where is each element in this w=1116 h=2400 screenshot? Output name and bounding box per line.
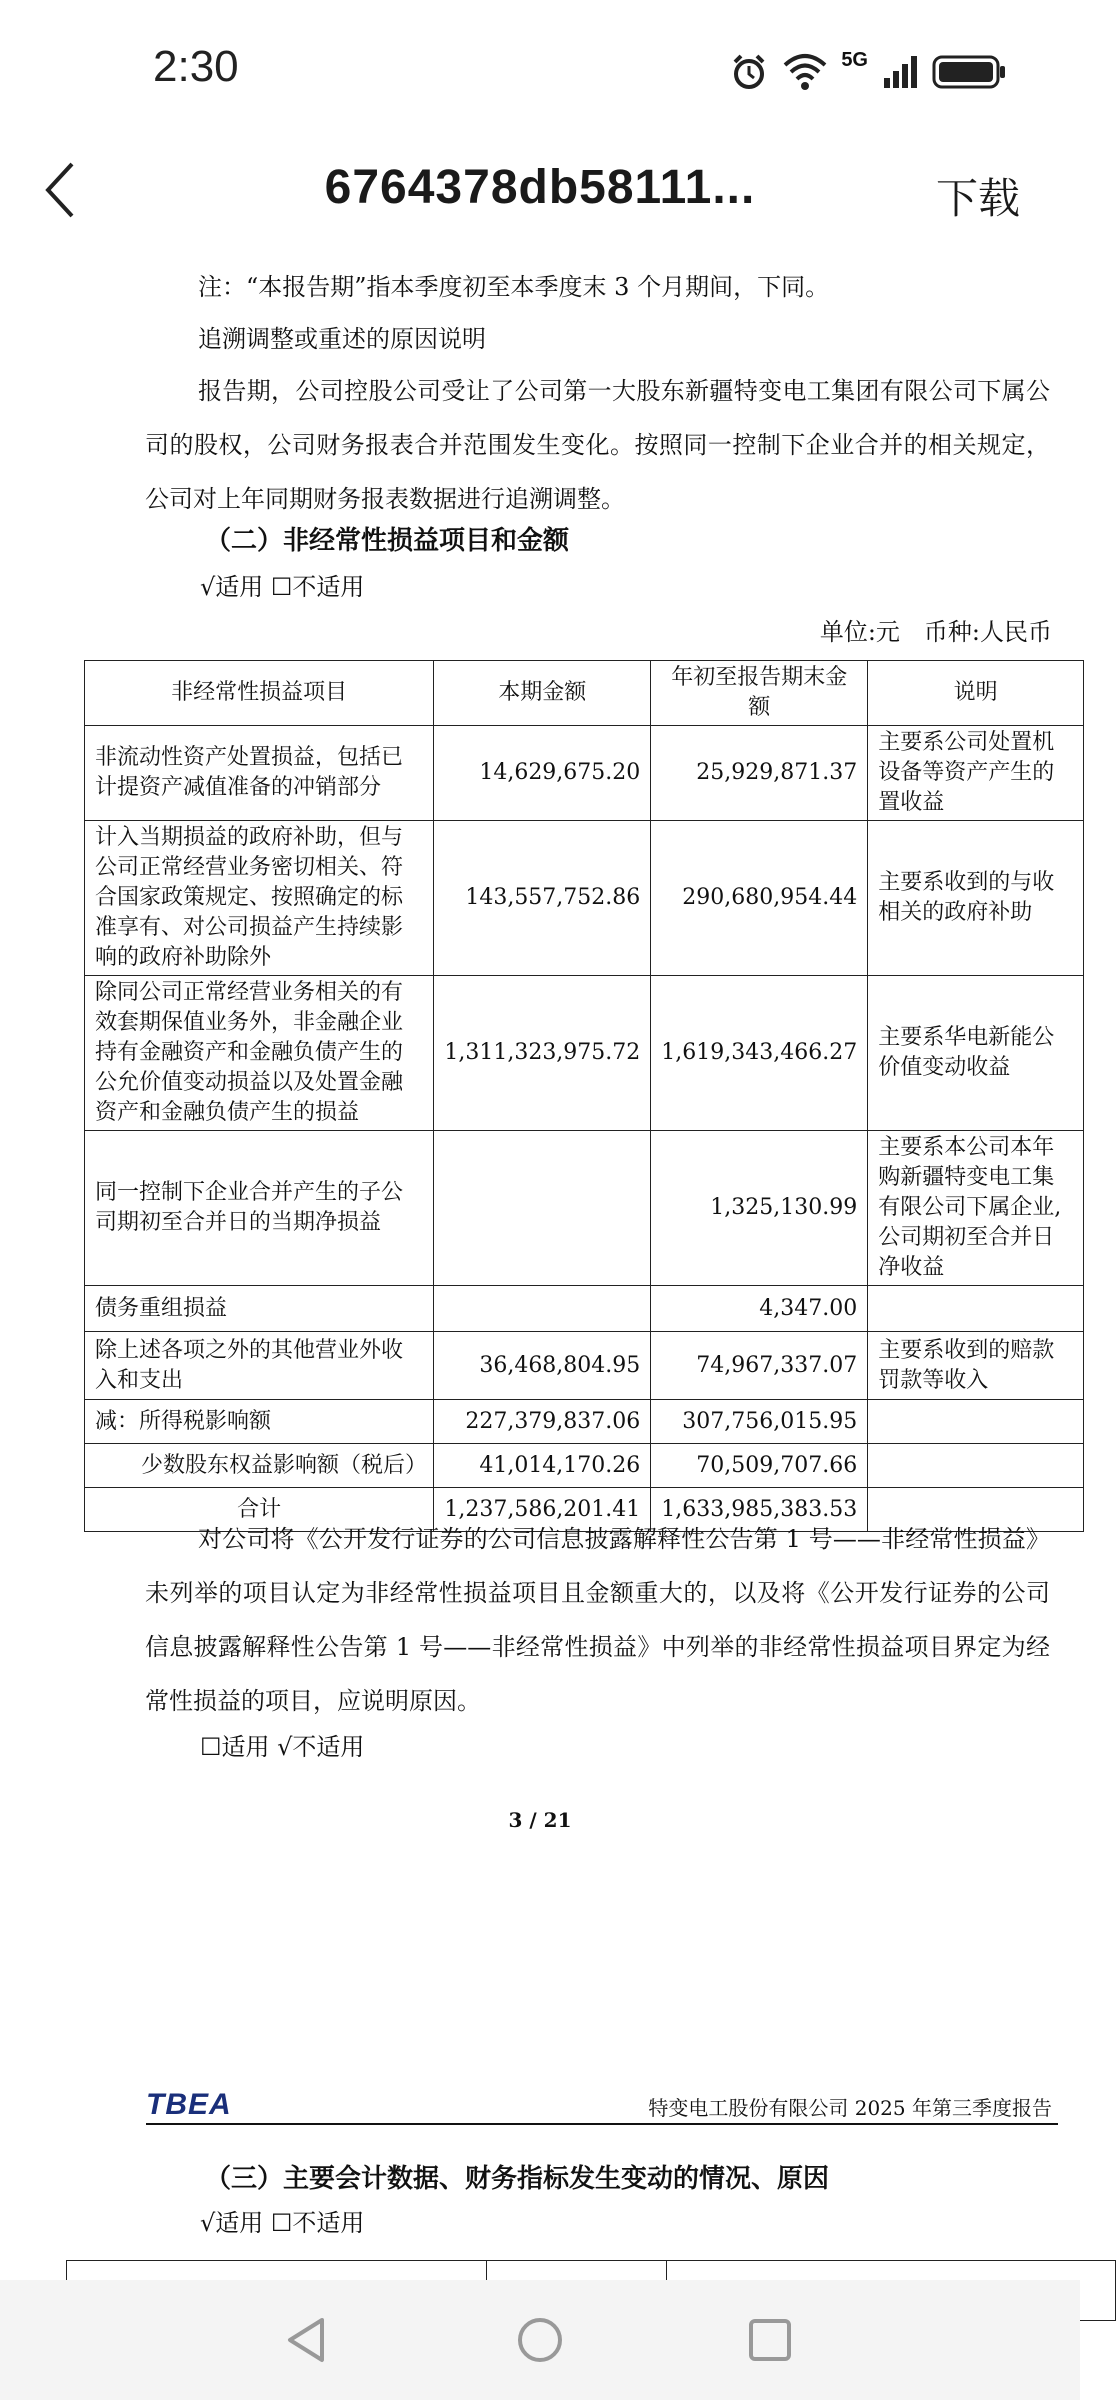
nav-home-button[interactable]	[510, 2310, 570, 2370]
row-current	[434, 1286, 651, 1332]
row-item: 除同公司正常经营业务相关的有效套期保值业务外，非金融企业持有金融资产和金融负债产生的公允价值变动损益以及处置金融资产和金融负债产生的损益	[85, 976, 434, 1131]
row-ytd: 25,929,871.37	[651, 726, 868, 821]
table-row	[85, 1332, 1084, 1400]
download-button[interactable]: 下载	[935, 174, 1020, 223]
row-item: 减：所得税影响额	[85, 1400, 434, 1444]
network-label: 5G	[841, 48, 868, 71]
row-note: 主要系本公司本年购新疆特变电工集有限公司下属企业,公司期初至合并日净收益	[868, 1131, 1084, 1286]
row-ytd: 4,347.00	[651, 1286, 868, 1332]
row-current: 1,311,323,975.72	[434, 976, 651, 1131]
row-item: 债务重组损益	[85, 1286, 434, 1332]
row-item: 少数股东权益影响额（税后）	[85, 1444, 434, 1488]
nav-recents-button[interactable]	[740, 2310, 800, 2370]
table-row	[85, 976, 1084, 1131]
battery-icon	[932, 54, 1008, 90]
table-row	[85, 1131, 1084, 1286]
note-line: 注：“本报告期”指本季度初至本季度末 3 个月期间，下同。	[198, 273, 830, 301]
wifi-icon	[783, 53, 827, 91]
row-note: 主要系华电新能公价值变动收益	[868, 976, 1084, 1131]
row-current: 41,014,170.26	[434, 1444, 651, 1488]
header-current: 本期金额	[434, 661, 651, 726]
row-ytd: 1,619,343,466.27	[651, 976, 868, 1131]
row-ytd: 307,756,015.95	[651, 1400, 868, 1444]
row-item: 除上述各项之外的其他营业外收入和支出	[85, 1332, 434, 1400]
nonrecurring-table	[84, 660, 1084, 1532]
circle-home-icon	[516, 2316, 564, 2364]
status-time: 2:30	[153, 42, 239, 91]
nav-back-button[interactable]	[276, 2310, 336, 2370]
row-current: 14,629,675.20	[434, 726, 651, 821]
row-ytd: 74,967,337.07	[651, 1332, 868, 1400]
system-nav-bar	[0, 2280, 1080, 2400]
table-row	[85, 1400, 1084, 1444]
report-caption: 特变电工股份有限公司 2025 年第三季度报告	[648, 2096, 1052, 2120]
table-row	[85, 726, 1084, 821]
section-2-title: （二）非经常性损益项目和金额	[205, 526, 570, 556]
document-title: 6764378db58111...	[324, 161, 756, 214]
triangle-back-icon	[284, 2316, 328, 2364]
row-current: 143,557,752.86	[434, 821, 651, 976]
row-item: 非流动性资产处置损益，包括已计提资产减值准备的冲销部分	[85, 726, 434, 821]
header-note: 说明	[868, 661, 1084, 726]
section-3-title: （三）主要会计数据、财务指标发生变动的情况、原因	[205, 2164, 830, 2194]
row-ytd: 290,680,954.44	[651, 821, 868, 976]
row-note	[868, 1400, 1084, 1444]
signal-icon	[882, 54, 918, 90]
status-icons	[729, 48, 1008, 96]
alarm-icon	[729, 52, 769, 92]
header-ytd: 年初至报告期末金额	[651, 661, 868, 726]
square-recents-icon	[747, 2317, 793, 2363]
restate-paragraph: 报告期，公司控股公司受让了公司第一大股东新疆特变电工集团有限公司下属公司的股权，公司财务报表合并范围发生变化。按照同一控制下企业合并的相关规定，公司对上年同期财务报表数据进行追溯调整。	[145, 377, 1050, 513]
table-header-row	[85, 661, 1084, 726]
header-item: 非经常性损益项目	[85, 661, 434, 726]
restate-heading: 追溯调整或重述的原因说明	[198, 325, 486, 353]
status-bar	[0, 0, 1080, 140]
row-item: 合计	[85, 1488, 434, 1532]
row-current: 1,237,586,201.41	[434, 1488, 651, 1532]
back-button[interactable]	[40, 160, 100, 230]
row-note: 主要系公司处置机设备等资产产生的置收益	[868, 726, 1084, 821]
unit-line: 单位:元 币种:人民币	[819, 618, 1052, 646]
row-note: 主要系收到的与收相关的政府补助	[868, 821, 1084, 976]
app-header	[0, 140, 1080, 250]
row-note	[868, 1286, 1084, 1332]
table-row	[85, 1444, 1084, 1488]
section-3-applicable: √适用 ☐不适用	[200, 2209, 365, 2237]
table-row	[85, 1286, 1084, 1332]
row-ytd: 1,633,985,383.53	[651, 1488, 868, 1532]
page-number: 3 / 21	[508, 1808, 572, 1832]
row-ytd: 70,509,707.66	[651, 1444, 868, 1488]
row-current: 227,379,837.06	[434, 1400, 651, 1444]
section-2-applicable: √适用 ☐不适用	[200, 573, 365, 601]
document-viewer[interactable]	[0, 250, 1080, 2280]
row-note: 主要系收到的赔款罚款等收入	[868, 1332, 1084, 1400]
after-table-applicable: ☐适用 √不适用	[200, 1733, 365, 1761]
row-current: 36,468,804.95	[434, 1332, 651, 1400]
row-item: 计入当期损益的政府补助，但与公司正常经营业务密切相关、符合国家政策规定、按照确定的标准享有、对公司损益产生持续影响的政府补助除外	[85, 821, 434, 976]
row-ytd: 1,325,130.99	[651, 1131, 868, 1286]
row-note	[868, 1444, 1084, 1488]
header-rule	[146, 2123, 1058, 2125]
row-item: 同一控制下企业合并产生的子公司期初至合并日的当期净损益	[85, 1131, 434, 1286]
after-table-paragraph: 对公司将《公开发行证券的公司信息披露解释性公告第 1 号——非经常性损益》未列举的项目认定为非经常性损益项目且金额重大的，以及将《公开发行证券的公司信息披露解释性公告第 1 号——非经常性损益》中列举的非经常性损益项目界定为经常性损益的项目，应说明原因。	[145, 1525, 1050, 1715]
table-row	[85, 821, 1084, 976]
tbea-logo: TBEA	[146, 2088, 232, 2121]
chevron-left-icon	[40, 160, 80, 220]
row-current	[434, 1131, 651, 1286]
